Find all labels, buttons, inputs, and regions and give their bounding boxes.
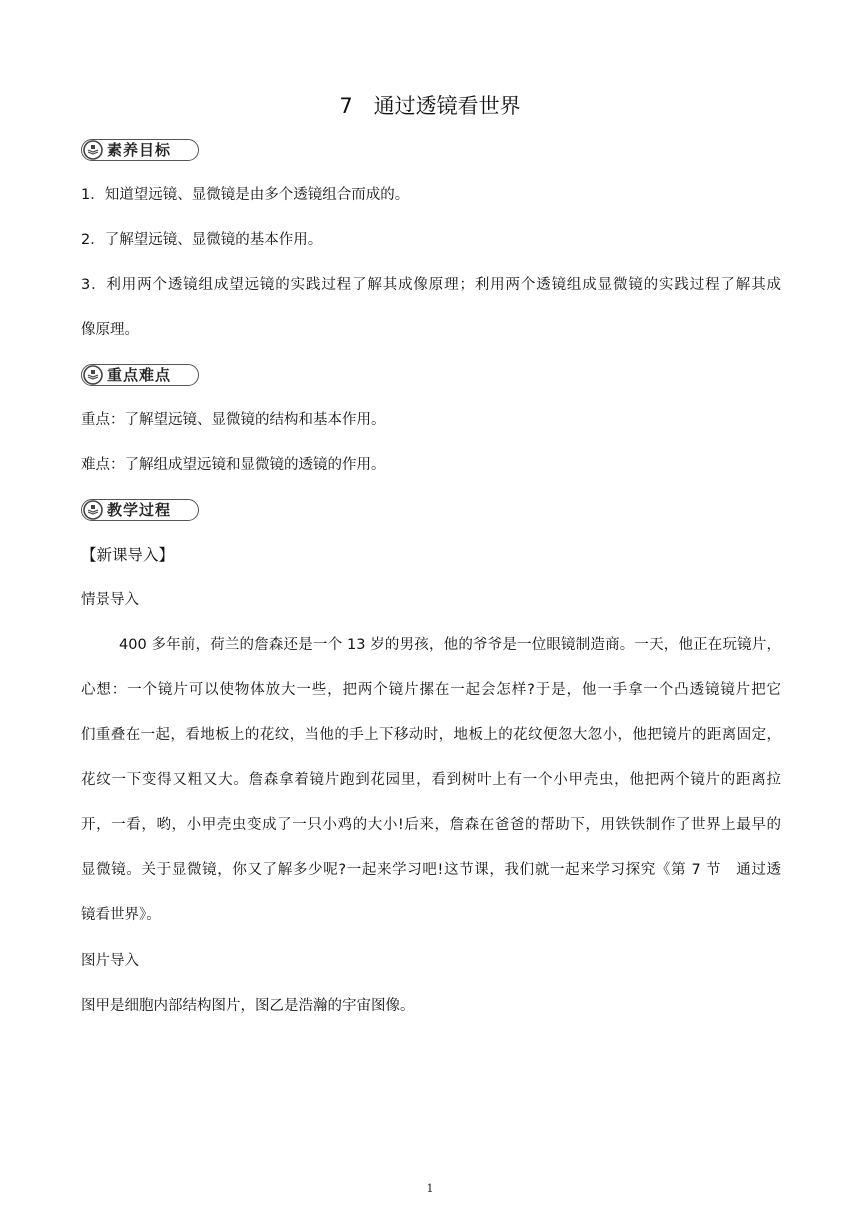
story-line: 400 多年前，荷兰的詹森还是一个 13 岁的男孩，他的爷爷是一位眼镜制造商。一天，他正在玩镜片，: [119, 637, 781, 653]
picture-intro-text: 图甲是细胞内部结构图片，图乙是浩瀚的宇宙图像。: [81, 998, 415, 1014]
story-line: 花纹一下变得又粗又大。詹森拿着镜片跑到花园里，看到树叶上有一个小甲壳虫，他把两个镜片的距离拉: [81, 772, 781, 788]
picture-intro-label: 图片导入: [81, 953, 139, 969]
story-line: 们重叠在一起，看地板上的花纹，当他的手上下移动时，地板上的花纹便忽大忽小，他把镜片的距离固定，: [81, 727, 781, 743]
focus-item: 重点：了解望远镜、显微镜的结构和基本作用。: [81, 412, 386, 428]
book-stack-icon: [83, 140, 103, 160]
story-line: 显微镜。关于显微镜，你又了解多少呢?一起来学习吧!这节课，我们就一起来学习探究《第 7 节 通过透: [81, 862, 781, 878]
book-stack-icon: [83, 365, 103, 385]
goal-item: 3．利用两个透镜组成望远镜的实践过程了解其成像原理；利用两个透镜组成显微镜的实践过程了解其成: [81, 277, 781, 293]
story-line: 镜看世界》。: [81, 907, 161, 923]
scene-intro-label: 情景导入: [81, 592, 139, 608]
section-label: 素养目标: [107, 141, 172, 159]
page-number: 1: [426, 1182, 434, 1195]
page-title: 7 通过透镜看世界: [339, 94, 521, 118]
story-line: 开，一看，哟，小甲壳虫变成了一只小鸡的大小!后来，詹森在爸爸的帮助下，用铁铁制作了世界上最早的: [81, 817, 781, 833]
story-line: 心想：一个镜片可以使物体放大一些，把两个镜片摞在一起会怎样?于是，他一手拿一个凸透镜镜片把它: [81, 682, 781, 698]
section-badge-focus: [81, 364, 199, 386]
focus-item: 难点：了解组成望远镜和显微镜的透镜的作用。: [81, 457, 386, 473]
section-badge-process: [81, 499, 199, 521]
book-stack-icon: [83, 500, 103, 520]
section-badge-goals: [81, 139, 199, 161]
goal-item: 1．知道望远镜、显微镜是由多个透镜组合而成的。: [81, 187, 410, 203]
new-lesson-heading: 【新课导入】: [81, 546, 175, 564]
section-label: 教学过程: [107, 501, 172, 519]
goal-item: 2．了解望远镜、显微镜的基本作用。: [81, 232, 323, 248]
goal-item: 像原理。: [81, 322, 139, 338]
section-label: 重点难点: [107, 366, 172, 384]
